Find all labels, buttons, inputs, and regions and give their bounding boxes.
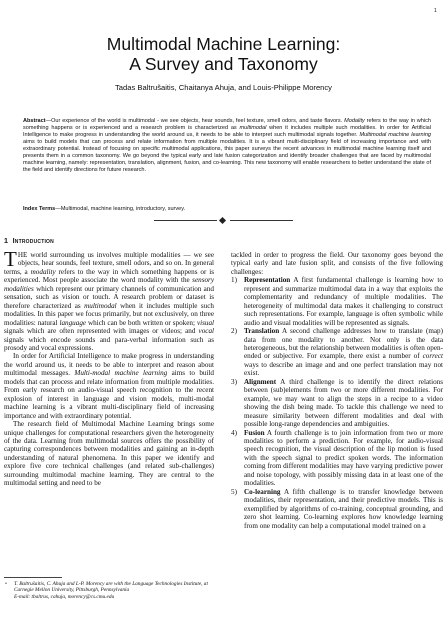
challenge-text: A second challenge addresses how to translate (map) data from one modality to another. Not only is the data heterogeneous, but the relationship between modalities is often open-ended or subjective. For example, there exist a number of (244, 327, 443, 361)
term-visual: visual (196, 318, 214, 327)
footnote-rule (4, 577, 62, 578)
index-terms (23, 206, 431, 212)
abstract (23, 118, 431, 174)
title-line-1: Multimodal Machine Learning: (106, 34, 341, 54)
challenge-item-fusion (231, 429, 443, 488)
challenge-text: A fifth challenge is to transfer knowledge between modalities, their representation, and their predictive models. This is exemplified by algorithms of co-training, conceptual grounding, and zero shot learning. Co-learning explores how knowledge learning from one modality can help a computational model trained on a (244, 487, 443, 530)
footnote-affiliation: T. Baltrušaitis, C. Ahuja and L-P. Morency are with the Language Technologies Institute, at Carnegie Mellon University, Pittsburgh, Pennsylvania (14, 581, 208, 594)
challenge-text-end: ways to describe an image and and one perfect translation may not exist. (244, 360, 443, 378)
abstract-text-3: when it includes multiple such modalities. In order for Artificial Intelligence to make progress in understanding the world around us, it needs to be able to interpret such multimodal signals together. (23, 124, 431, 138)
text-span: aims to build models that can process and relate information from multiple modalities. From early research on audio-visual speech recognition to the recent explosion of interest in language and vision models, multi-modal machine learning is a vibrant multi-disciplinary field of increasing importance and with extraordinary potential. (4, 369, 215, 420)
dropcap-letter: T (4, 247, 17, 271)
divider-rule-left (154, 220, 217, 221)
abstract-text-4: aims to build models that can process and relate information from multiple modalities. It is a vibrant multi-disciplinary field of increasing importance and with extraordinary potential. Instead of focusing on specific multimodal applications, this paper surveys the recent advances in multimodal machine learning itself and presents them in a common taxonomy. We go beyond the typical early and late fusion categorization and identify broader challenges that are faced by multimodal machine learning, namely: representation, translation, alignment, fusion, and co-learning. This new taxonomy will enable researchers to better understand the state of the field and identify directions for future research. (23, 138, 431, 173)
challenge-text: A first fundamental challenge is learning how to represent and summarize multimodal data in a way that exploits the complementarity and redundancy of multiple modalities. The heterogeneity of multimodal data makes it challenging to construct such representations. For example, language is often symbolic while audio and visual modalities will be represented as signals. (244, 276, 443, 327)
challenge-name: Alignment (244, 377, 277, 386)
text-span: signals which encode sounds and para-verbal information such as prosody and vocal expressions. (4, 335, 214, 352)
intro-paragraph-2 (4, 352, 214, 420)
term-modality: modality (30, 267, 56, 276)
challenge-list (231, 276, 443, 530)
text-span: HE world surrounding us involves multiple modalities — we see objects, hear sounds, feel texture, smell odors, and so on. In general terms, a (4, 251, 214, 276)
left-column (4, 247, 215, 488)
challenge-item-representation (231, 276, 443, 327)
text-span: which represent our primary channels of communication and sensation, such as vision or touch. A research problem or dataset is therefore characterized as (4, 284, 214, 310)
intro-paragraph-1 (4, 247, 214, 352)
title-line-2: A Survey and Taxonomy (129, 54, 318, 74)
challenge-text: A fourth challenge is to join information from two or more modalities to perform a prediction. For example, for audio-visual speech recognition, the visual description of the lip motion is fused with the speech signal to predict spoken words. The information coming from different modalities may have varying predictive power and noise topology, with possibly missing data in at least one of the modalities. (244, 428, 443, 488)
index-terms-label: Index Terms (23, 206, 56, 212)
term-multimodal: multimodal (84, 301, 117, 310)
footnote-email: E-mail: tbaltrus, cahuja, morency@cs.cmu.edu (14, 593, 115, 600)
section-divider (154, 217, 293, 224)
challenge-number: 4) (231, 428, 237, 437)
abstract-text-2: refers to the way in which something happens or is experienced and a research problem is characterized as (23, 118, 431, 131)
section-title: Introduction (12, 236, 54, 245)
term-vocal: vocal (198, 327, 214, 336)
term-mml: Multi-modal machine learning (74, 369, 168, 378)
section-heading (4, 236, 54, 245)
text-span: signals which are often represented with images or videos; and (4, 327, 199, 336)
text-span: In order for Artificial Intelligence to make progress in understanding the world around us, it needs to be able to interpret and reason about multimodal messages. (4, 352, 214, 378)
challenge-name: Representation (244, 276, 291, 285)
challenge-name: Co-learning (244, 487, 281, 496)
term-sensory-modalities: sensory modalities (4, 276, 214, 293)
divider-diamond-icon (219, 216, 226, 223)
section-number: 1 (4, 236, 9, 245)
index-terms-text: —Multimodal, machine learning, introductory, survey. (55, 206, 186, 212)
abstract-mml-term: Multimodal machine learning (359, 131, 431, 138)
text-span: refers to the way in which something happens or is experienced. Most people associate the word modality with the (4, 267, 214, 285)
abstract-label: Abstract (23, 118, 46, 124)
challenge-number: 5) (231, 487, 237, 496)
term-language: language (59, 318, 87, 327)
footnote-body (4, 581, 212, 600)
challenge-item-alignment (231, 378, 443, 429)
right-column (231, 251, 443, 530)
text-span: when it includes multiple such modalities. In this paper we focus primarily, but not exclusively, on three modalities: natural (4, 301, 214, 327)
challenge-name: Translation (244, 327, 280, 336)
divider-rule-right (230, 220, 293, 221)
page-number: 1 (434, 8, 437, 14)
text-span: which can be both written or spoken; (86, 318, 197, 327)
footnote (4, 581, 212, 600)
footnote-bullet-icon: • (5, 581, 7, 587)
abstract-modality-term: Modality (344, 118, 365, 124)
challenge-number: 1) (231, 276, 237, 285)
challenge-italic-term: correct (422, 352, 443, 361)
paper-title (0, 34, 447, 74)
taxonomy-intro: tackled in order to progress the field. Our taxonomy goes beyond the typical early and late fusion split, and consists of the five following challenges: (231, 251, 443, 276)
challenge-item-co-learning (231, 488, 443, 530)
author-list: Tadas Baltrušaitis, Chaitanya Ahuja, and Louis-Philippe Morency (115, 83, 332, 92)
abstract-multimodal-term: multimodal (239, 124, 267, 131)
challenge-name: Fusion (244, 428, 265, 437)
challenge-number: 2) (231, 327, 237, 336)
challenge-text: A third challenge is to identify the direct relations between (sub)elements from two or more different modalities. For example, we may want to align the steps in a recipe to a video showing the dish being made. To tackle this challenge we need to measure similarity between different modalities and deal with possible long-range dependencies and ambiguities. (244, 377, 443, 429)
abstract-text-1: —Our experience of the world is multimodal - we see objects, hear sounds, feel texture, smell odors, and taste flavors. (45, 118, 343, 124)
intro-paragraph-3: The research field of Multimodal Machine Learning brings some unique challenges for computational researchers given the heterogeneity of the data. Learning from multimodal sources offers the possibility of capturing correspondences between modalities and gaining an in-depth understanding of natural phenomena. In this paper we identify and explore five core technical challenges (and related sub-challenges) surrounding multimodal machine learning. They are central to the multimodal setting and need to be (4, 420, 214, 488)
challenge-number: 3) (231, 377, 237, 386)
challenge-item-translation (231, 327, 443, 378)
